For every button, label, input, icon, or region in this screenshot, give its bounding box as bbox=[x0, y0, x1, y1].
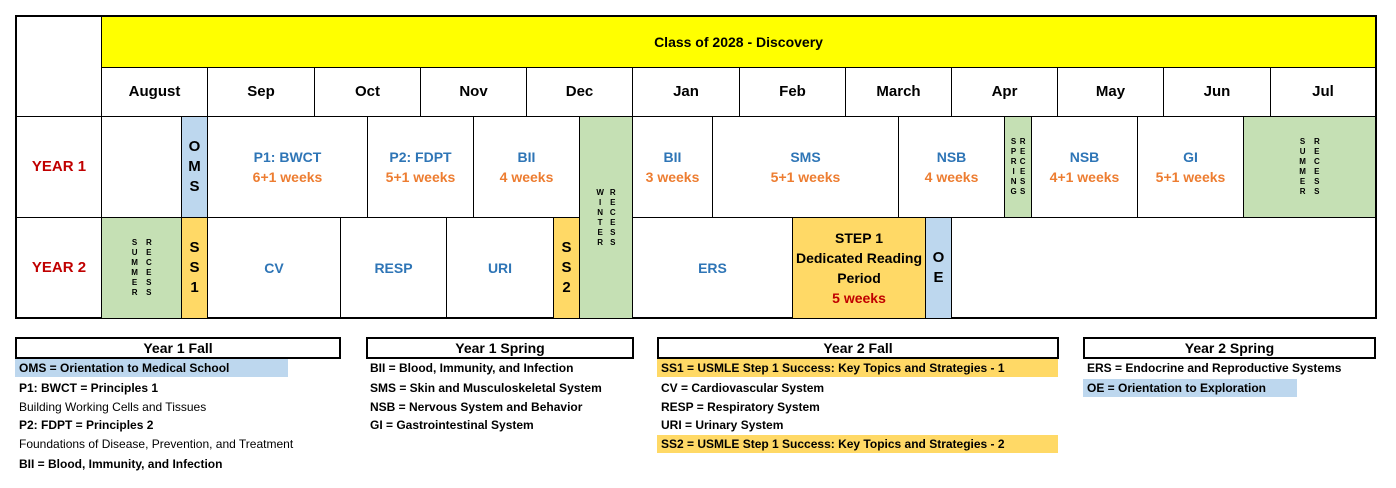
oms-letter: O bbox=[188, 138, 201, 155]
y2-ss1-block bbox=[181, 217, 208, 319]
step1-weeks: 5 weeks bbox=[832, 290, 886, 306]
course-name: SMS bbox=[790, 149, 821, 165]
month-label: Jun bbox=[1203, 83, 1231, 100]
y2-ss2-block bbox=[553, 217, 580, 319]
course-name: RESP bbox=[374, 260, 413, 276]
course-weeks: 5+1 weeks bbox=[770, 169, 841, 185]
ss2-letter: 2 bbox=[562, 279, 571, 296]
page-title bbox=[101, 16, 1376, 68]
step1-line: Period bbox=[837, 270, 881, 286]
course-name: GI bbox=[1183, 149, 1198, 165]
course-name: P2: FDPT bbox=[389, 149, 452, 165]
legend-title-text: Year 2 Spring bbox=[1184, 340, 1275, 356]
course-weeks: 5+1 weeks bbox=[1155, 169, 1226, 185]
legend-title-text: Year 1 Fall bbox=[143, 340, 213, 356]
row-label-text: YEAR 1 bbox=[31, 158, 87, 175]
y2-ers-block bbox=[632, 217, 793, 319]
month-label: Apr bbox=[991, 83, 1018, 100]
y2-resp-block bbox=[340, 217, 447, 319]
month-label: May bbox=[1095, 83, 1126, 100]
corner-cell bbox=[16, 16, 102, 117]
month-label: Jan bbox=[673, 83, 699, 100]
y2-uri-block bbox=[446, 217, 554, 319]
month-mar bbox=[845, 67, 952, 117]
course-name: NSB bbox=[1069, 149, 1100, 165]
oe-letter: O bbox=[932, 249, 945, 266]
row-label-text: YEAR 2 bbox=[31, 258, 87, 276]
oe-letter: E bbox=[933, 269, 944, 286]
y2-blank-rest bbox=[951, 217, 1376, 319]
y1-nsb-block-b bbox=[1031, 116, 1138, 218]
course-weeks: 4 weeks bbox=[499, 169, 554, 185]
y1-blank-aug bbox=[101, 116, 182, 218]
winter-recess-block: W I N T E R R E C E S S bbox=[579, 116, 633, 319]
course-name: CV bbox=[264, 260, 284, 276]
legend-item: RESP = Respiratory System bbox=[661, 400, 820, 414]
course-weeks: 5+1 weeks bbox=[385, 169, 456, 185]
y1-summer-recess-block: S U M M E R R E C E S S bbox=[1243, 116, 1376, 218]
oms-letter: S bbox=[189, 178, 200, 195]
legend-item: OMS = Orientation to Medical School bbox=[15, 359, 288, 377]
month-label: August bbox=[128, 83, 181, 100]
ss1-letter: S bbox=[189, 239, 200, 256]
legend-item: SMS = Skin and Musculoskeletal System bbox=[370, 381, 602, 395]
legend-title-text: Year 1 Spring bbox=[455, 340, 545, 356]
course-name: P1: BWCT bbox=[253, 149, 322, 165]
month-oct bbox=[314, 67, 421, 117]
month-jun bbox=[1163, 67, 1271, 117]
month-label: March bbox=[876, 83, 921, 100]
row-label-year2 bbox=[16, 217, 102, 318]
step1-line: Dedicated Reading bbox=[795, 250, 923, 266]
legend-item: P1: BWCT = Principles 1 bbox=[19, 381, 159, 395]
step1-line: STEP 1 bbox=[835, 230, 883, 246]
ss2-letter: S bbox=[561, 259, 572, 276]
month-label: Feb bbox=[779, 83, 806, 100]
course-name: URI bbox=[487, 260, 513, 276]
month-jul bbox=[1270, 67, 1376, 117]
ss2-letter: S bbox=[561, 239, 572, 256]
month-label: Dec bbox=[565, 83, 594, 100]
y2-cv-block bbox=[207, 217, 341, 319]
spring-recess-block: S P R I N G R E C E S S bbox=[1004, 116, 1032, 218]
y1-gi-block bbox=[1137, 116, 1244, 218]
legend-item: P2: FDPT = Principles 2 bbox=[19, 418, 154, 432]
legend-title-text: Year 2 Fall bbox=[823, 340, 893, 356]
course-name: BII bbox=[663, 149, 682, 165]
legend-item: GI = Gastrointestinal System bbox=[370, 418, 534, 432]
ss1-letter: S bbox=[189, 259, 200, 276]
legend-item: OE = Orientation to Exploration bbox=[1083, 379, 1297, 397]
legend-item: BII = Blood, Immunity, and Infection bbox=[370, 361, 574, 375]
legend-item: URI = Urinary System bbox=[661, 418, 784, 432]
legend-item: Building Working Cells and Tissues bbox=[19, 400, 207, 414]
y2-step1-block bbox=[792, 217, 926, 319]
y2-summer-recess-block: S U M M E R R E C E S S bbox=[101, 217, 182, 319]
course-name: NSB bbox=[936, 149, 967, 165]
month-jan bbox=[632, 67, 740, 117]
legend-item: Foundations of Disease, Prevention, and Treatment bbox=[19, 437, 294, 451]
y1-sms-block bbox=[712, 116, 899, 218]
month-feb bbox=[739, 67, 846, 117]
y1-p1-block bbox=[207, 116, 368, 218]
y1-bii-block-b bbox=[632, 116, 713, 218]
legend-item: ERS = Endocrine and Reproductive Systems bbox=[1087, 361, 1342, 375]
course-name: BII bbox=[517, 149, 536, 165]
month-label: Sep bbox=[247, 83, 275, 100]
course-weeks: 6+1 weeks bbox=[252, 169, 323, 185]
month-label: Nov bbox=[459, 83, 488, 100]
month-label: Oct bbox=[354, 83, 380, 100]
y1-nsb-block-a bbox=[898, 116, 1005, 218]
legend-y2spring-title bbox=[1083, 337, 1376, 359]
legend-y1spring-title bbox=[366, 337, 634, 359]
legend-y1fall-title bbox=[15, 337, 341, 359]
legend-item: BII = Blood, Immunity, and Infection bbox=[19, 457, 223, 471]
course-weeks: 3 weeks bbox=[645, 169, 700, 185]
month-may bbox=[1057, 67, 1164, 117]
legend-y2fall-title bbox=[657, 337, 1059, 359]
month-dec bbox=[526, 67, 633, 117]
y1-bii-block-a bbox=[473, 116, 580, 218]
title-text: Class of 2028 - Discovery bbox=[654, 34, 823, 50]
row-label-year1 bbox=[16, 116, 102, 218]
y1-p2-block bbox=[367, 116, 474, 218]
ss1-letter: 1 bbox=[190, 279, 199, 296]
month-sep bbox=[207, 67, 315, 117]
course-weeks: 4 weeks bbox=[924, 169, 979, 185]
legend-item: NSB = Nervous System and Behavior bbox=[370, 400, 583, 414]
y1-oms-block bbox=[181, 116, 208, 218]
legend-item: CV = Cardiovascular System bbox=[661, 381, 825, 395]
course-name: ERS bbox=[698, 260, 727, 276]
month-label: Jul bbox=[1312, 83, 1334, 100]
oms-letter: M bbox=[188, 158, 201, 175]
month-aug bbox=[101, 67, 208, 117]
month-nov bbox=[420, 67, 527, 117]
month-apr bbox=[951, 67, 1058, 117]
legend-item: SS1 = USMLE Step 1 Success: Key Topics and Strategies - 1 bbox=[657, 359, 1058, 377]
y2-oe-block bbox=[925, 217, 952, 319]
course-weeks: 4+1 weeks bbox=[1049, 169, 1120, 185]
legend-item: SS2 = USMLE Step 1 Success: Key Topics and Strategies - 2 bbox=[657, 435, 1058, 453]
